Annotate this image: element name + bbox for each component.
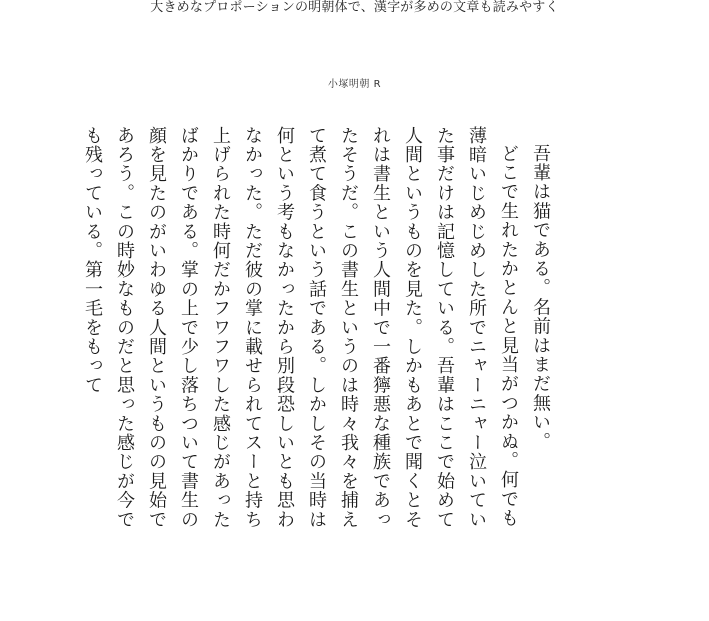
font-name-label: 小塚明朝 R — [327, 79, 382, 90]
header-caption: 大きめなプロポーションの明朝体で、漢字が多めの文章も読みやすく — [150, 0, 559, 15]
vertical-text-body — [82, 126, 556, 536]
paragraph-1: 吾輩は猫である。名前はまだ無い。 — [530, 144, 551, 452]
paragraph-2: どこで生れたかとんと見当がつかぬ。何でも薄暗いじめじめした所でニャーニャー泣いていた事だけは記憶している。吾輩はここで始めて人間というものを見た。しかもあとで聞くとそれは書生という人間中で一番獰悪な種族であったそうだ。この書生というのは時々我々を捕えて煮て食うという話である。しかしその当時は何という考もなかったから別段恐しいとも思わなかった。ただ彼の掌に載せられてスーと持ち上げられた時何だかフワフワした感じがあったばかりである。掌の上で少し落ちついて書生の顔を見たのがいわゆる人間というものの見始であろう。この時妙なものだと思った感じが今でも残っている。第一毛をもって — [82, 126, 519, 530]
